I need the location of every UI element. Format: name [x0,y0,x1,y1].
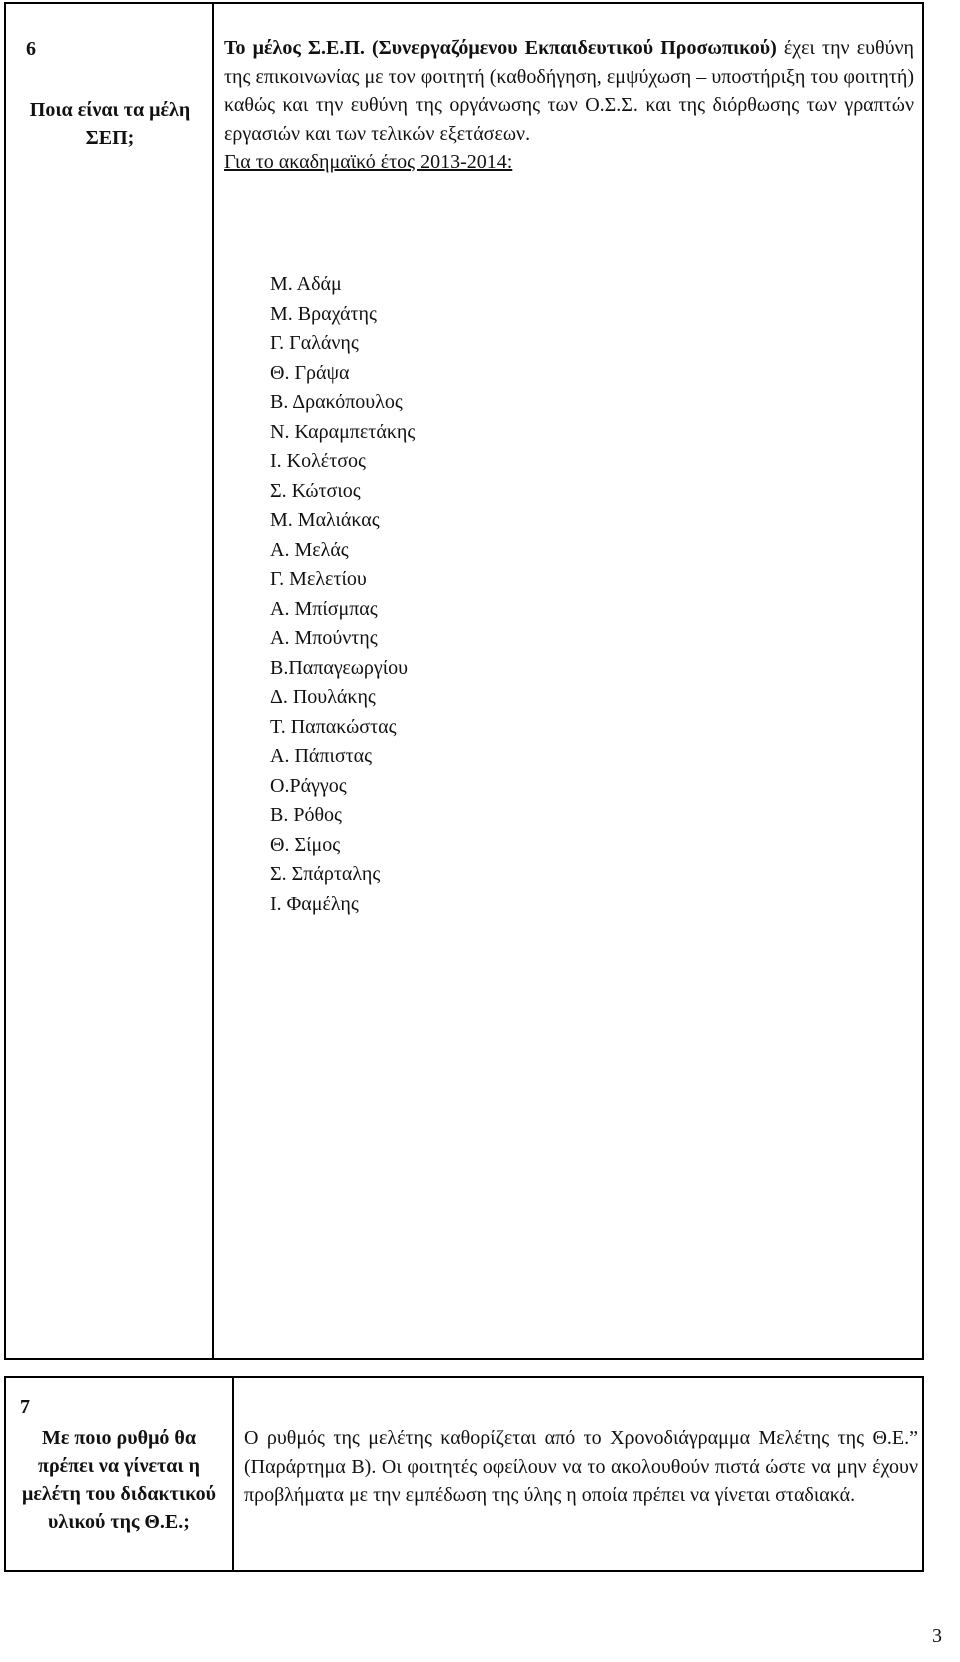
answer-text [224,34,914,177]
member-name: Ι. Φαμέλης [270,892,359,915]
member-name: Σ. Κώτσιος [270,479,361,502]
page-number: 3 [932,1625,942,1647]
member-name: Θ. Σίμος [270,833,341,856]
member-name: Σ. Σπάρταλης [270,863,381,885]
academic-year-label: Για το ακαδημαϊκό έτος 2013-2014: [224,151,513,173]
member-name: Γ. Μελετίου [270,568,367,590]
members-list [270,270,415,919]
member-name: Β. Ρόθος [270,804,342,826]
answer-text: Ο ρυθμός της μελέτης καθορίζεται από το Χρονοδιάγραμμα Μελέτης της Θ.Ε.” (Παράρτημα Β). Οι φοιτητές οφείλουν να το ακολουθούν πιστά ώστε να μην έχουν προβλήματα με την εμπέδωση της ύλης η οποία πρέπει να γίνεται σταδιακά. [244,1427,918,1506]
member-name: Α. Πάπιστας [270,745,373,767]
member-name: Μ. Αδάμ [270,273,342,295]
column-divider [212,4,214,1358]
question-text: Ποια είναι τα μέλη ΣΕΠ; [29,99,191,149]
member-name: Ι. Κολέτσος [270,450,366,472]
member-name: Θ. Γράψα [270,361,350,384]
member-name: Α. Μελάς [270,538,349,561]
answer-body: έχει την ευθύνη της επικοινωνίας με τον φοιτητή (καθοδήγηση, εμψύχωση – υποστήριξη του φοιτητή) καθώς και την ευθύνη της οργάνωσης των Ο.Σ.Σ. και της διόρθωσης των γραπτών εργασιών και των τελικών εξετάσεων. [224,37,914,145]
member-name: Β. Δρακόπουλος [270,391,403,413]
member-name: Μ. Βραχάτης [270,302,377,325]
member-name: Α. Μπίσμπας [270,597,378,620]
member-name: Ν. Καραμπετάκης [270,420,416,443]
member-name: Δ. Πουλάκης [270,686,376,708]
member-name: Τ. Παπακώστας [270,715,397,738]
answer-lead-bold: Το μέλος Σ.Ε.Π. (Συνεργαζόμενου Εκπαιδευτικού Προσωπικού) [224,37,777,59]
member-name: Γ. Γαλάνης [270,332,359,354]
member-name: Α. Μπούντης [270,627,378,649]
question-number: 7 [20,1396,30,1418]
question-number: 6 [26,38,36,60]
faq-table-row-6 [4,2,924,1360]
column-divider [232,1378,234,1570]
member-name: Β.Παπαγεωργίου [270,656,408,679]
faq-table-row-7 [4,1376,924,1572]
question-text: Με ποιο ρυθμό θα πρέπει να γίνεται η μελέτη του διδακτικού υλικού της Θ.Ε.; [22,1427,216,1533]
member-name: Ο.Ράγγος [270,774,347,797]
member-name: Μ. Μαλιάκας [270,509,380,531]
